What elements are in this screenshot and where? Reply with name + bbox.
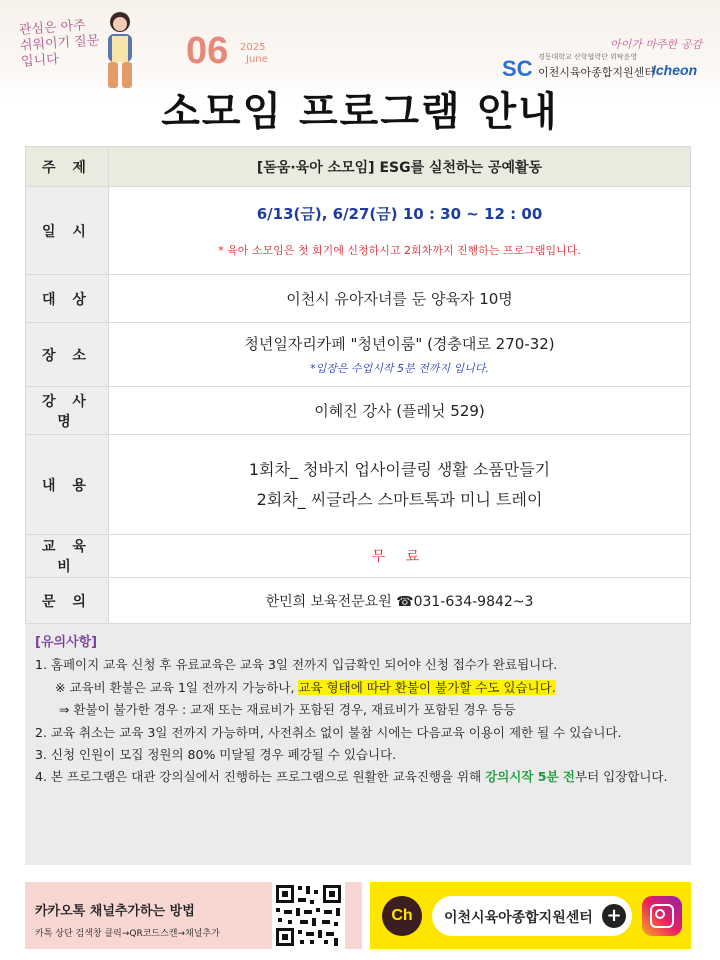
topic-value: [돋움·육아 소모임] ESG를 실천하는 공예활동 [109,147,691,187]
table-row-contact [26,578,691,624]
notice-item-1-no-refund: ⇒ 환불이 불가한 경우 : 교재 또는 재료비가 포함된 경우, 재료비가 포함된 경우 등등 [59,702,516,718]
program-info-table [25,146,691,624]
org-operator: 경동대학교 산학협력단 위탁운영 [538,53,638,61]
datetime-value: 6/13(금), 6/27(금) 10 : 30 ~ 12 : 00 [256,205,543,223]
item4-end: 부터 입장합니다. [575,769,668,785]
table-row-target [26,275,691,323]
target-label: 대 상 [26,275,109,323]
table-row-datetime [26,187,691,275]
notice-item-1: 1. 홈페이지 교육 신청 후 유료교육은 교육 3일 전까지 입금확인 되어야 신청 접수가 완료됩니다. [35,657,558,673]
contact-label: 문 의 [26,578,109,624]
qr-code-icon[interactable] [272,882,345,949]
org-name: 이천시육아종합지원센터 [538,66,655,79]
place-cell [109,323,691,387]
fee-label: 교 육 비 [26,535,109,578]
content-cell [109,435,691,535]
content-line-1: 1회차_ 청바지 업사이클링 생활 소품만들기 [248,459,551,479]
table-row-fee [26,535,691,578]
notice-box [25,624,691,865]
year: 2025 [240,42,266,53]
org-logo-mark: SC [502,56,533,81]
refund-highlight: 교육 형태에 따라 환불이 불가할 수도 있습니다. [298,679,556,695]
fee-cell [109,535,691,578]
target-value: 이천시 유아자녀를 둔 양육자 10명 [109,275,691,323]
notice-item-2: 2. 교육 취소는 교육 3일 전까지 가능하며, 사전취소 없이 불참 시에는 다음교육 이용이 제한 될 수 있습니다. [35,724,622,740]
channel-name: 이천시육아종합지원센터 [444,910,593,926]
instructor-label: 강 사 명 [26,387,109,435]
place-note: *입장은 수업시작 5분 전까지 입니다. [310,362,489,375]
contact-value: 한민희 보육전문요원 ☎031-634-9842~3 [109,578,691,624]
table-row-instructor [26,387,691,435]
instagram-lens-icon [655,909,665,919]
kakao-channel-banner[interactable] [370,882,691,949]
header [0,0,720,140]
month-number: 06 [186,30,229,72]
datetime-note: * 육아 소모임은 첫 회기에 신청하시고 2회차까지 진행하는 프로그램입니다. [218,244,581,257]
content-line-2: 2회차_ 씨글라스 스마트톡과 미니 트레이 [256,489,543,509]
decorative-handwriting: 관심은 아주 쉬워이기 질문입니다 [18,18,100,70]
place-label: 장 소 [26,323,109,387]
kakao-guide-steps: 카톡 상단 검색창 클릭→QR코드스캔→채널추가 [35,929,220,939]
org-city: Icheon [652,62,698,78]
slogan: 아이가 마주한 공감 [610,38,703,51]
add-channel-plus-icon[interactable]: + [602,904,626,928]
table-row-content [26,435,691,535]
fee-value: 무 료 [371,549,428,565]
kakao-guide-box [25,882,362,949]
notice-item-4 [35,766,681,788]
instagram-icon[interactable] [642,896,682,936]
organization-logo [502,52,712,82]
item4-highlight: 강의시작 5분 전 [485,769,575,785]
place-value: 청년일자리카페 "청년이룸" (경충대로 270-32) [244,335,555,353]
notice-item-3: 3. 신청 인원이 모집 정원의 80% 미달될 경우 폐강될 수 있습니다. [35,747,397,763]
item4-text: 4. 본 프로그램은 대관 강의실에서 진행하는 프로그램으로 원활한 교육진행을 위해 [35,769,486,785]
notice-item-1-refund [35,677,681,699]
month-name: June [246,54,268,65]
page-title: 소모임 프로그램 안내 [161,89,559,135]
topic-label: 주 제 [26,147,109,187]
content-label: 내 용 [26,435,109,535]
datetime-label: 일 시 [26,187,109,275]
channel-search-box[interactable] [432,896,632,936]
table-row-place [26,323,691,387]
refund-text: ※ 교육비 환불은 교육 1일 전까지 가능하나, [55,679,299,695]
datetime-cell [109,187,691,275]
notice-title: [유의사항] [35,635,98,650]
kakao-guide-title: 카카오톡 채널추가하는 방법 [35,904,195,919]
instructor-value: 이혜진 강사 (플레닛 529) [109,387,691,435]
kakao-channel-icon[interactable]: Ch [382,896,422,936]
table-row-topic [26,147,691,187]
